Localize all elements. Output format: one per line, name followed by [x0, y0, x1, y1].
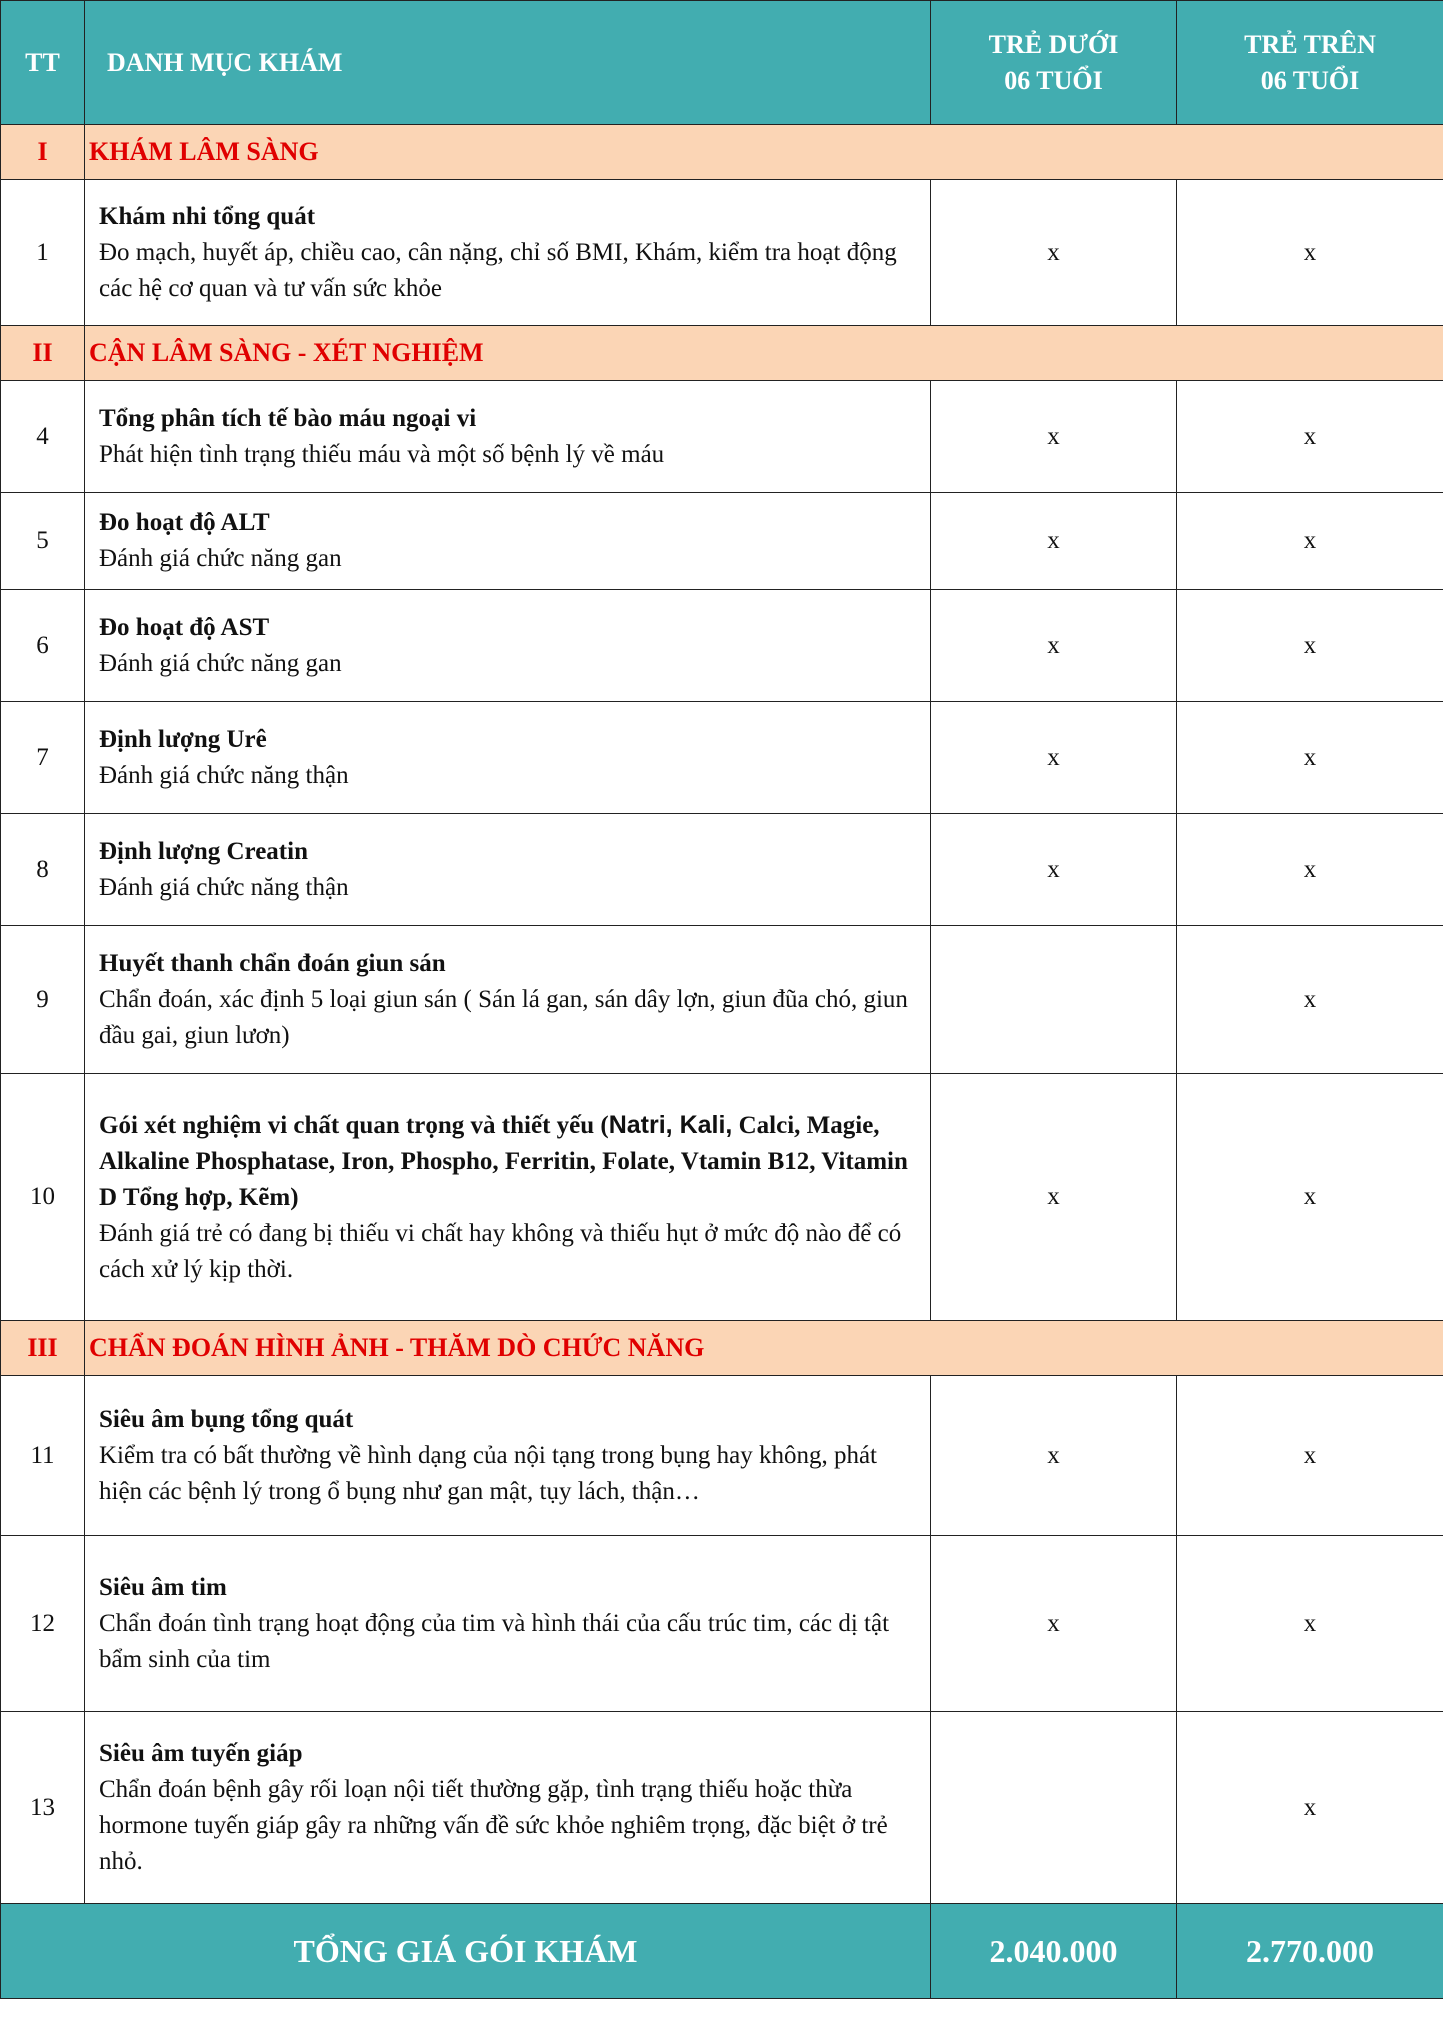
mark-under-6: x	[931, 814, 1177, 926]
table-row	[1, 1376, 1443, 1536]
section-row	[1, 326, 1443, 381]
mark-over-6: x	[1177, 1376, 1443, 1536]
row-content	[85, 1074, 931, 1321]
row-content	[85, 180, 931, 326]
section-roman: I	[1, 125, 85, 180]
header-tt: TT	[1, 1, 85, 125]
row-number: 5	[1, 493, 85, 590]
mark-under-6: x	[931, 590, 1177, 702]
header-group-under-6	[931, 1, 1177, 125]
section-roman: III	[1, 1321, 85, 1376]
row-content	[85, 493, 931, 590]
row-number: 10	[1, 1074, 85, 1321]
row-title-text: Gói xét nghiệm vi chất quan trọng và thiết yếu (	[99, 1111, 609, 1139]
row-content	[85, 590, 931, 702]
row-content	[85, 814, 931, 926]
mark-over-6: x	[1177, 180, 1443, 326]
mark-under-6: x	[931, 381, 1177, 493]
table-row	[1, 814, 1443, 926]
mark-under-6: x	[931, 702, 1177, 814]
row-title	[99, 505, 916, 541]
row-title-text: Đo hoạt độ ALT	[99, 509, 270, 536]
table-row	[1, 493, 1443, 590]
section-roman: II	[1, 326, 85, 381]
row-title	[99, 401, 916, 437]
row-description: Kiểm tra có bất thường về hình dạng của nội tạng trong bụng hay không, phát hiện các bệnh lý trong ổ bụng như gan mật, tụy lách, thận…	[99, 1441, 877, 1505]
mark-over-6: x	[1177, 1536, 1443, 1712]
total-price-over-6: 2.770.000	[1177, 1904, 1443, 1999]
row-title	[99, 946, 916, 982]
row-number: 13	[1, 1712, 85, 1904]
row-number: 11	[1, 1376, 85, 1536]
row-title	[99, 1736, 916, 1772]
mark-under-6	[931, 1712, 1177, 1904]
section-title: CẬN LÂM SÀNG - XÉT NGHIỆM	[85, 326, 1443, 381]
table-row	[1, 590, 1443, 702]
row-title	[99, 610, 916, 646]
table-row	[1, 180, 1443, 326]
row-number: 7	[1, 702, 85, 814]
mark-under-6: x	[931, 493, 1177, 590]
mark-over-6: x	[1177, 590, 1443, 702]
row-title-text: Tổng phân tích tế bào máu ngoại vi	[99, 404, 477, 432]
row-number: 6	[1, 590, 85, 702]
row-title	[99, 834, 916, 870]
table-row	[1, 702, 1443, 814]
mark-under-6: x	[931, 180, 1177, 326]
mark-over-6: x	[1177, 814, 1443, 926]
row-content	[85, 1376, 931, 1536]
row-content	[85, 381, 931, 493]
row-title-text: Đo hoạt độ AST	[99, 613, 270, 641]
row-title-text: Định lượng Urê	[99, 725, 267, 753]
row-number: 9	[1, 926, 85, 1074]
header-group-over-6	[1177, 1, 1443, 125]
row-title-text: Định lượng Creatin	[99, 837, 308, 865]
row-title-rest-text: Calci, Magie, Alkaline Phosphatase, Iron, Phospho, Ferritin, Folate, Vtamin B12, Vitamin D Tổng hợp, Kẽm)	[99, 1111, 908, 1211]
row-description: Đánh giá chức năng thận	[99, 873, 349, 901]
row-description: Đánh giá chức năng thận	[99, 761, 349, 789]
section-row	[1, 125, 1443, 180]
row-description: Đánh giá chức năng gan	[99, 649, 342, 677]
row-number: 1	[1, 180, 85, 326]
row-content	[85, 926, 931, 1074]
mark-under-6: x	[931, 1536, 1177, 1712]
row-title	[99, 199, 916, 235]
row-number: 12	[1, 1536, 85, 1712]
row-title	[99, 722, 916, 758]
table-row	[1, 926, 1443, 1074]
mark-over-6: x	[1177, 702, 1443, 814]
total-price-under-6: 2.040.000	[931, 1904, 1177, 1999]
header-group-over-line-2: 06 TUỔI	[1260, 65, 1360, 95]
table-row	[1, 1536, 1443, 1712]
row-content	[85, 702, 931, 814]
table-footer	[1, 1904, 1443, 1999]
section-title: KHÁM LÂM SÀNG	[85, 125, 1443, 180]
table-row	[1, 1074, 1443, 1321]
header-category: DANH MỤC KHÁM	[85, 1, 931, 125]
row-title-text: Khám nhi tổng quát	[99, 202, 316, 230]
mark-over-6: x	[1177, 381, 1443, 493]
row-content	[85, 1536, 931, 1712]
table-body	[1, 125, 1443, 1904]
row-title-text: Siêu âm bụng tổng quát	[99, 1405, 354, 1433]
header-group-under-line-1: TRẺ DƯỚI	[988, 29, 1119, 59]
mark-over-6: x	[1177, 926, 1443, 1074]
row-description: Chẩn đoán, xác định 5 loại giun sán ( Sán lá gan, sán dây lợn, giun đũa chó, giun đầu gai, giun lươn)	[99, 985, 908, 1049]
section-row	[1, 1321, 1443, 1376]
table-row	[1, 381, 1443, 493]
row-title-text: Siêu âm tuyến giáp	[99, 1739, 303, 1767]
row-description: Phát hiện tình trạng thiếu máu và một số bệnh lý về máu	[99, 440, 665, 468]
row-number: 8	[1, 814, 85, 926]
row-title-text: Huyết thanh chẩn đoán giun sán	[99, 949, 446, 977]
row-title	[99, 1107, 916, 1216]
row-title-sans-text: Natri, Kali,	[608, 1110, 733, 1139]
total-label: TỔNG GIÁ GÓI KHÁM	[1, 1904, 931, 1999]
mark-under-6: x	[931, 1074, 1177, 1321]
row-description: Đánh giá trẻ có đang bị thiếu vi chất hay không và thiếu hụt ở mức độ nào để có cách xử lý kịp thời.	[99, 1219, 902, 1283]
row-description: Đo mạch, huyết áp, chiều cao, cân nặng, chỉ số BMI, Khám, kiểm tra hoạt động các hệ cơ quan và tư vấn sức khỏe	[99, 238, 897, 302]
row-title	[99, 1570, 916, 1606]
row-number: 4	[1, 381, 85, 493]
row-description: Chẩn đoán bệnh gây rối loạn nội tiết thường gặp, tình trạng thiếu hoặc thừa hormone tuyến giáp gây ra những vấn đề sức khỏe nghiêm trọng, đặc biệt ở trẻ nhỏ.	[99, 1775, 888, 1875]
mark-under-6: x	[931, 1376, 1177, 1536]
table-row	[1, 1712, 1443, 1904]
row-title	[99, 1402, 916, 1438]
row-content	[85, 1712, 931, 1904]
row-title-text: Siêu âm tim	[99, 1573, 227, 1601]
header-group-over-line-1: TRẺ TRÊN	[1244, 29, 1376, 59]
header-group-under-line-2: 06 TUỔI	[1004, 65, 1103, 95]
mark-over-6: x	[1177, 1712, 1443, 1904]
mark-over-6: x	[1177, 493, 1443, 590]
section-title: CHẨN ĐOÁN HÌNH ẢNH - THĂM DÒ CHỨC NĂNG	[85, 1321, 1443, 1376]
table-header	[1, 1, 1443, 125]
mark-under-6	[931, 926, 1177, 1074]
mark-over-6: x	[1177, 1074, 1443, 1321]
row-description: Chẩn đoán tình trạng hoạt động của tim và hình thái của cấu trúc tim, các dị tật bẩm sinh của tim	[99, 1609, 890, 1673]
row-description: Đánh giá chức năng gan	[99, 545, 342, 572]
